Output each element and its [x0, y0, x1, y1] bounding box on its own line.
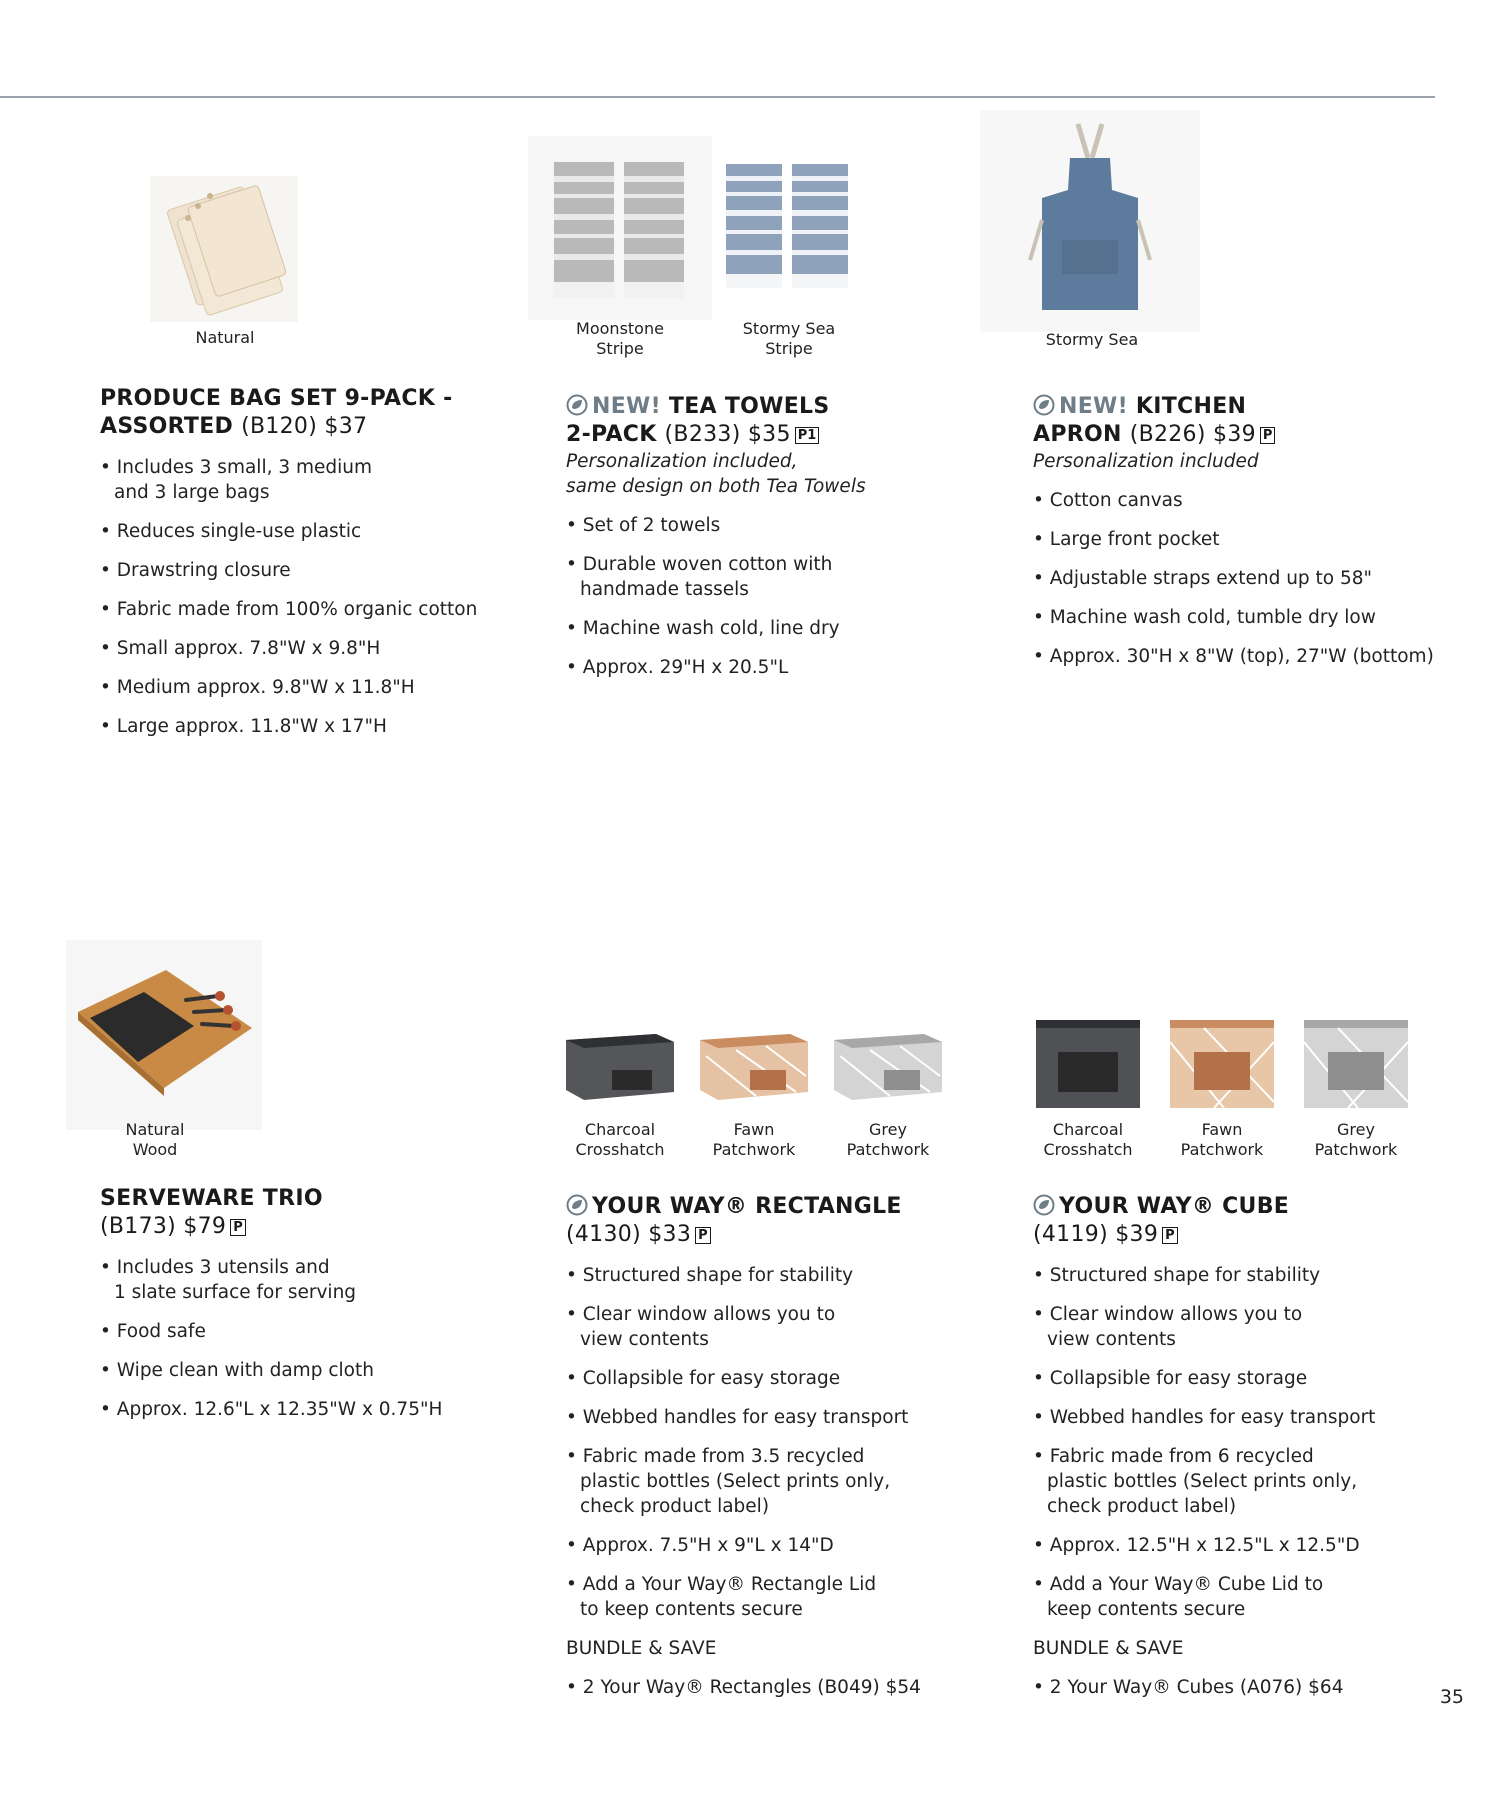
list-item: • Structured shape for stability — [1033, 1265, 1321, 1286]
product-title — [100, 1185, 490, 1241]
list-item: • Approx. 29"H x 20.5"L — [566, 657, 789, 678]
list-item: • Large approx. 11.8"W x 17"H — [100, 716, 387, 737]
eco-leaf-icon — [566, 1194, 588, 1216]
list-item: • Fabric made from 100% organic cotton — [100, 599, 478, 620]
swatch-label: Charcoal Crosshatch — [1043, 1120, 1133, 1159]
title-line-2: ASSORTED — [100, 414, 234, 439]
sku-price: (4119) $39 — [1033, 1222, 1159, 1247]
subtitle-line-2: same design on both Tea Towels — [566, 476, 866, 497]
produce-bag-photo — [150, 176, 298, 322]
swatch-label: Natural Wood — [125, 1120, 185, 1159]
list-item: • Approx. 12.5"H x 12.5"L x 12.5"D — [1033, 1535, 1360, 1556]
product-serveware-trio — [100, 1185, 490, 1436]
list-item: • Large front pocket — [1033, 529, 1220, 550]
list-item: • Add a Your Way® Cube Lid to keep contents secure — [1033, 1574, 1324, 1620]
bundle-item: • 2 Your Way® Rectangles (B049) $54 — [566, 1677, 921, 1698]
serveware-photo — [66, 940, 262, 1130]
subtitle-line-1: Personalization included, — [566, 451, 798, 472]
cube-grey-photo — [1298, 1012, 1414, 1112]
swatch-label: Fawn Patchwork — [1180, 1120, 1264, 1159]
list-item: • Durable woven cotton with handmade tassels — [566, 554, 833, 600]
eco-leaf-icon — [1033, 1194, 1055, 1216]
subtitle — [566, 449, 966, 499]
swatch-label: Fawn Patchwork — [712, 1120, 796, 1159]
cube-fawn-photo — [1164, 1012, 1280, 1112]
feature-list — [1033, 1263, 1453, 1622]
swatch-label: Natural — [195, 328, 255, 347]
bundle-heading: BUNDLE & SAVE — [1033, 1638, 1184, 1659]
list-item: • Cotton canvas — [1033, 490, 1183, 511]
list-item: • Fabric made from 6 recycled plastic bottles (Select prints only, check product label) — [1033, 1446, 1358, 1517]
list-item: • Machine wash cold, tumble dry low — [1033, 607, 1376, 628]
product-title — [1033, 393, 1493, 449]
bundle-heading: BUNDLE & SAVE — [566, 1638, 717, 1659]
personalization-badge: P — [1162, 1227, 1178, 1244]
product-title — [1033, 1193, 1453, 1249]
product-produce-bag-set — [100, 385, 490, 753]
title-line-1: SERVEWARE TRIO — [100, 1186, 323, 1211]
product-title — [566, 1193, 986, 1249]
new-label: NEW! — [592, 394, 661, 419]
swatch-label: Charcoal Crosshatch — [575, 1120, 665, 1159]
list-item: • Wipe clean with damp cloth — [100, 1360, 374, 1381]
list-item: • Approx. 7.5"H x 9"L x 14"D — [566, 1535, 834, 1556]
sku-price: (4130) $33 — [566, 1222, 692, 1247]
list-item: • Approx. 12.6"L x 12.35"W x 0.75"H — [100, 1399, 443, 1420]
rectangle-fawn-photo — [696, 1026, 812, 1106]
list-item: • Add a Your Way® Rectangle Lid to keep contents secure — [566, 1574, 877, 1620]
eco-leaf-icon — [566, 394, 588, 416]
list-item: • Drawstring closure — [100, 560, 291, 581]
list-item: • Small approx. 7.8"W x 9.8"H — [100, 638, 381, 659]
list-item: • Approx. 30"H x 8"W (top), 27"W (bottom) — [1033, 646, 1434, 667]
list-item: • Adjustable straps extend up to 58" — [1033, 568, 1373, 589]
list-item: • Clear window allows you to view contents — [566, 1304, 836, 1350]
feature-list — [566, 1263, 986, 1622]
rectangle-charcoal-photo — [562, 1026, 678, 1106]
list-item: • Fabric made from 3.5 recycled plastic bottles (Select prints only, check product label) — [566, 1446, 891, 1517]
feature-list — [1033, 488, 1493, 669]
cube-charcoal-photo — [1030, 1012, 1146, 1112]
list-item: • Set of 2 towels — [566, 515, 721, 536]
swatch-label: Moonstone Stripe — [576, 319, 664, 358]
title-line-2: APRON — [1033, 422, 1122, 447]
title-line-1: YOUR WAY® RECTANGLE — [592, 1194, 902, 1219]
product-title — [566, 393, 966, 449]
list-item: • Collapsible for easy storage — [1033, 1368, 1308, 1389]
swatch-label: Grey Patchwork — [1314, 1120, 1398, 1159]
bundle-item: • 2 Your Way® Cubes (A076) $64 — [1033, 1677, 1344, 1698]
product-tea-towels — [566, 393, 966, 694]
subtitle: Personalization included — [1033, 451, 1259, 472]
personalization-badge: P1 — [795, 427, 820, 444]
apron-photo — [980, 110, 1200, 332]
rectangle-grey-photo — [830, 1026, 946, 1106]
tea-towel-moonstone-photo — [528, 136, 712, 320]
title-line-1: PRODUCE BAG SET 9-PACK - — [100, 386, 453, 411]
product-kitchen-apron — [1033, 393, 1493, 683]
swatch-label: Stormy Sea Stripe — [742, 319, 836, 358]
title-line-1: TEA TOWELS — [668, 394, 830, 419]
tea-towel-stormy-sea-photo — [712, 156, 862, 306]
feature-list — [100, 1255, 490, 1422]
personalization-badge: P — [1260, 427, 1276, 444]
list-item: • Reduces single-use plastic — [100, 521, 362, 542]
sku-price: (B233) $35 — [664, 422, 791, 447]
new-label: NEW! — [1059, 394, 1128, 419]
product-title — [100, 385, 490, 441]
personalization-badge: P — [230, 1219, 246, 1236]
list-item: • Structured shape for stability — [566, 1265, 854, 1286]
product-your-way-rectangle — [566, 1193, 986, 1700]
list-item: • Machine wash cold, line dry — [566, 618, 840, 639]
sku-price: (B226) $39 — [1129, 422, 1256, 447]
swatch-label: Grey Patchwork — [846, 1120, 930, 1159]
product-your-way-cube — [1033, 1193, 1453, 1700]
list-item: • Includes 3 small, 3 medium and 3 large bags — [100, 457, 373, 503]
list-item: • Includes 3 utensils and 1 slate surface for serving — [100, 1257, 357, 1303]
feature-list — [100, 455, 490, 739]
sku-price: (B120) $37 — [241, 414, 368, 439]
list-item: • Collapsible for easy storage — [566, 1368, 841, 1389]
eco-leaf-icon — [1033, 394, 1055, 416]
list-item: • Food safe — [100, 1321, 206, 1342]
title-line-1: KITCHEN — [1135, 394, 1247, 419]
title-line-1: YOUR WAY® CUBE — [1059, 1194, 1290, 1219]
title-line-2: 2-PACK — [566, 422, 657, 447]
list-item: • Webbed handles for easy transport — [1033, 1407, 1376, 1428]
page-number: 35 — [1439, 1686, 1464, 1708]
sku-price: (B173) $79 — [100, 1214, 227, 1239]
top-divider — [0, 96, 1435, 98]
list-item: • Medium approx. 9.8"W x 11.8"H — [100, 677, 415, 698]
swatch-label: Stormy Sea — [1045, 330, 1139, 349]
list-item: • Clear window allows you to view contents — [1033, 1304, 1303, 1350]
personalization-badge: P — [695, 1227, 711, 1244]
feature-list — [566, 513, 966, 680]
list-item: • Webbed handles for easy transport — [566, 1407, 909, 1428]
